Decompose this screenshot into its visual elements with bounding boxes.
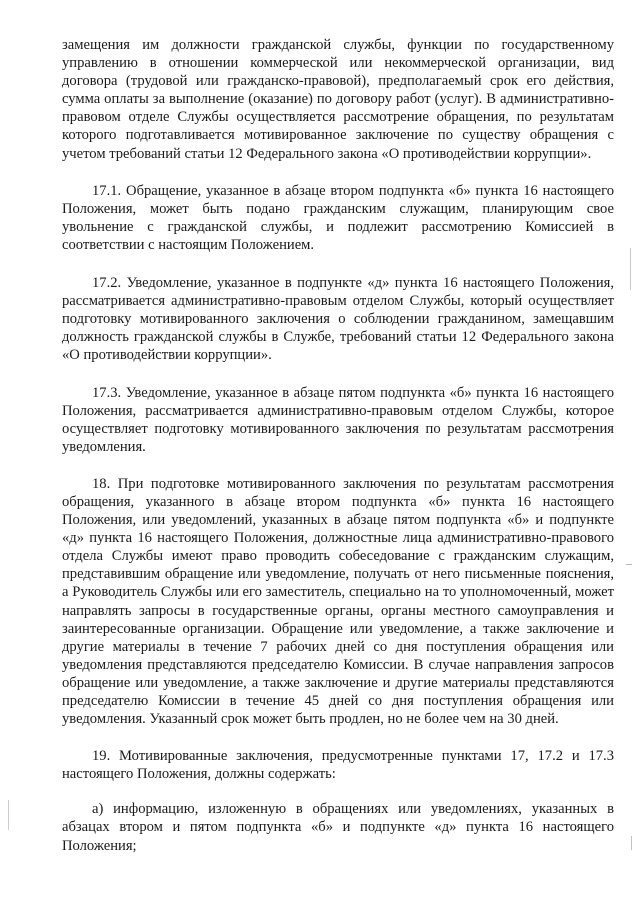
- document-page: [62, 36, 614, 855]
- scan-mark: [8, 800, 9, 830]
- paragraph-17-1: 17.1. Обращение, указанное в абзаце втором подпункта «б» пункта 16 настоящего Положения, может быть подано гражданским служащим, планирующим свое увольнение с гражданской службы, и подлежит рассмотрению Комиссией в соответствии с настоящим Положением.: [62, 182, 614, 253]
- scan-speck: [578, 438, 580, 440]
- paragraph-17-2: 17.2. Уведомление, указанное в подпункте «д» пункта 16 настоящего Положения, рассматривается административно-правовым отделом Службы, который осуществляет подготовку мотивированного заключения о соблюдении гражданином, замещавшим должность гражданской службы в Службе, требований статьи 12 Федерального закона «О противодействии коррупции».: [62, 275, 614, 364]
- scan-mark: [626, 564, 632, 565]
- paragraph-18: 18. При подготовке мотивированного заключения по результатам рассмотрения обращения, указанного в абзаце втором подпункта «б» пункта 16 настоящего Положения, или уведомлений, указанных в абзаце пятом подпункта «б» и подпункте «д» пункта 16 настоящего Положения, должностные лица административно-правового отдела Службы имеют право проводить собеседование с гражданским служащим, представившим обращение или уведомление, получать от него письменные пояснения, а Руководитель Службы или его заместитель, специально на то уполномоченный, может направлять запросы в государственные органы, органы местного самоуправления и заинтересованные организации. Обращение или уведомление, а также заключение и другие материалы в течение 7 рабочих дней со дня поступления обращения или уведомления представляются председателю Комиссии. В случае направления запросов обращение или уведомление, а также заключение и другие материалы представляются председателю Комиссии в течение 45 дней со дня поступления обращения или уведомления. Указанный срок может быть продлен, но не более чем на 30 дней.: [62, 475, 614, 728]
- paragraph-19: 19. Мотивированные заключения, предусмотренные пунктами 17, 17.2 и 17.3 настоящего Положения, должны содержать:: [62, 748, 614, 783]
- paragraph-continuation: замещения им должности гражданской службы, функции по государственному управлению в отношении коммерческой или некоммерческой организации, вид договора (трудовой или гражданско-правовой), предполагаемый срок его действия, сумма оплаты за выполнение (оказание) по договору работ (услуг). В административно-правовом отделе Службы осуществляется рассмотрение обращения, по результатам которого подготавливается мотивированное заключение по существу обращения с учетом требований статьи 12 Федерального закона «О противодействии коррупции».: [62, 37, 614, 162]
- scan-mark: [631, 836, 632, 850]
- paragraph-19-a: а) информацию, изложенную в обращениях или уведомлениях, указанных в абзацах втором и пятом подпункта «б» и подпункте «д» пункта 16 настоящего Положения;: [62, 801, 614, 854]
- scan-mark: [630, 248, 631, 290]
- paragraph-17-3: 17.3. Уведомление, указанное в абзаце пятом подпункта «б» пункта 16 настоящего Положения, рассматривается административно-правовым отделом Службы, которое осуществляет подготовку мотивированного заключения по результатам рассмотрения уведомления.: [62, 384, 614, 455]
